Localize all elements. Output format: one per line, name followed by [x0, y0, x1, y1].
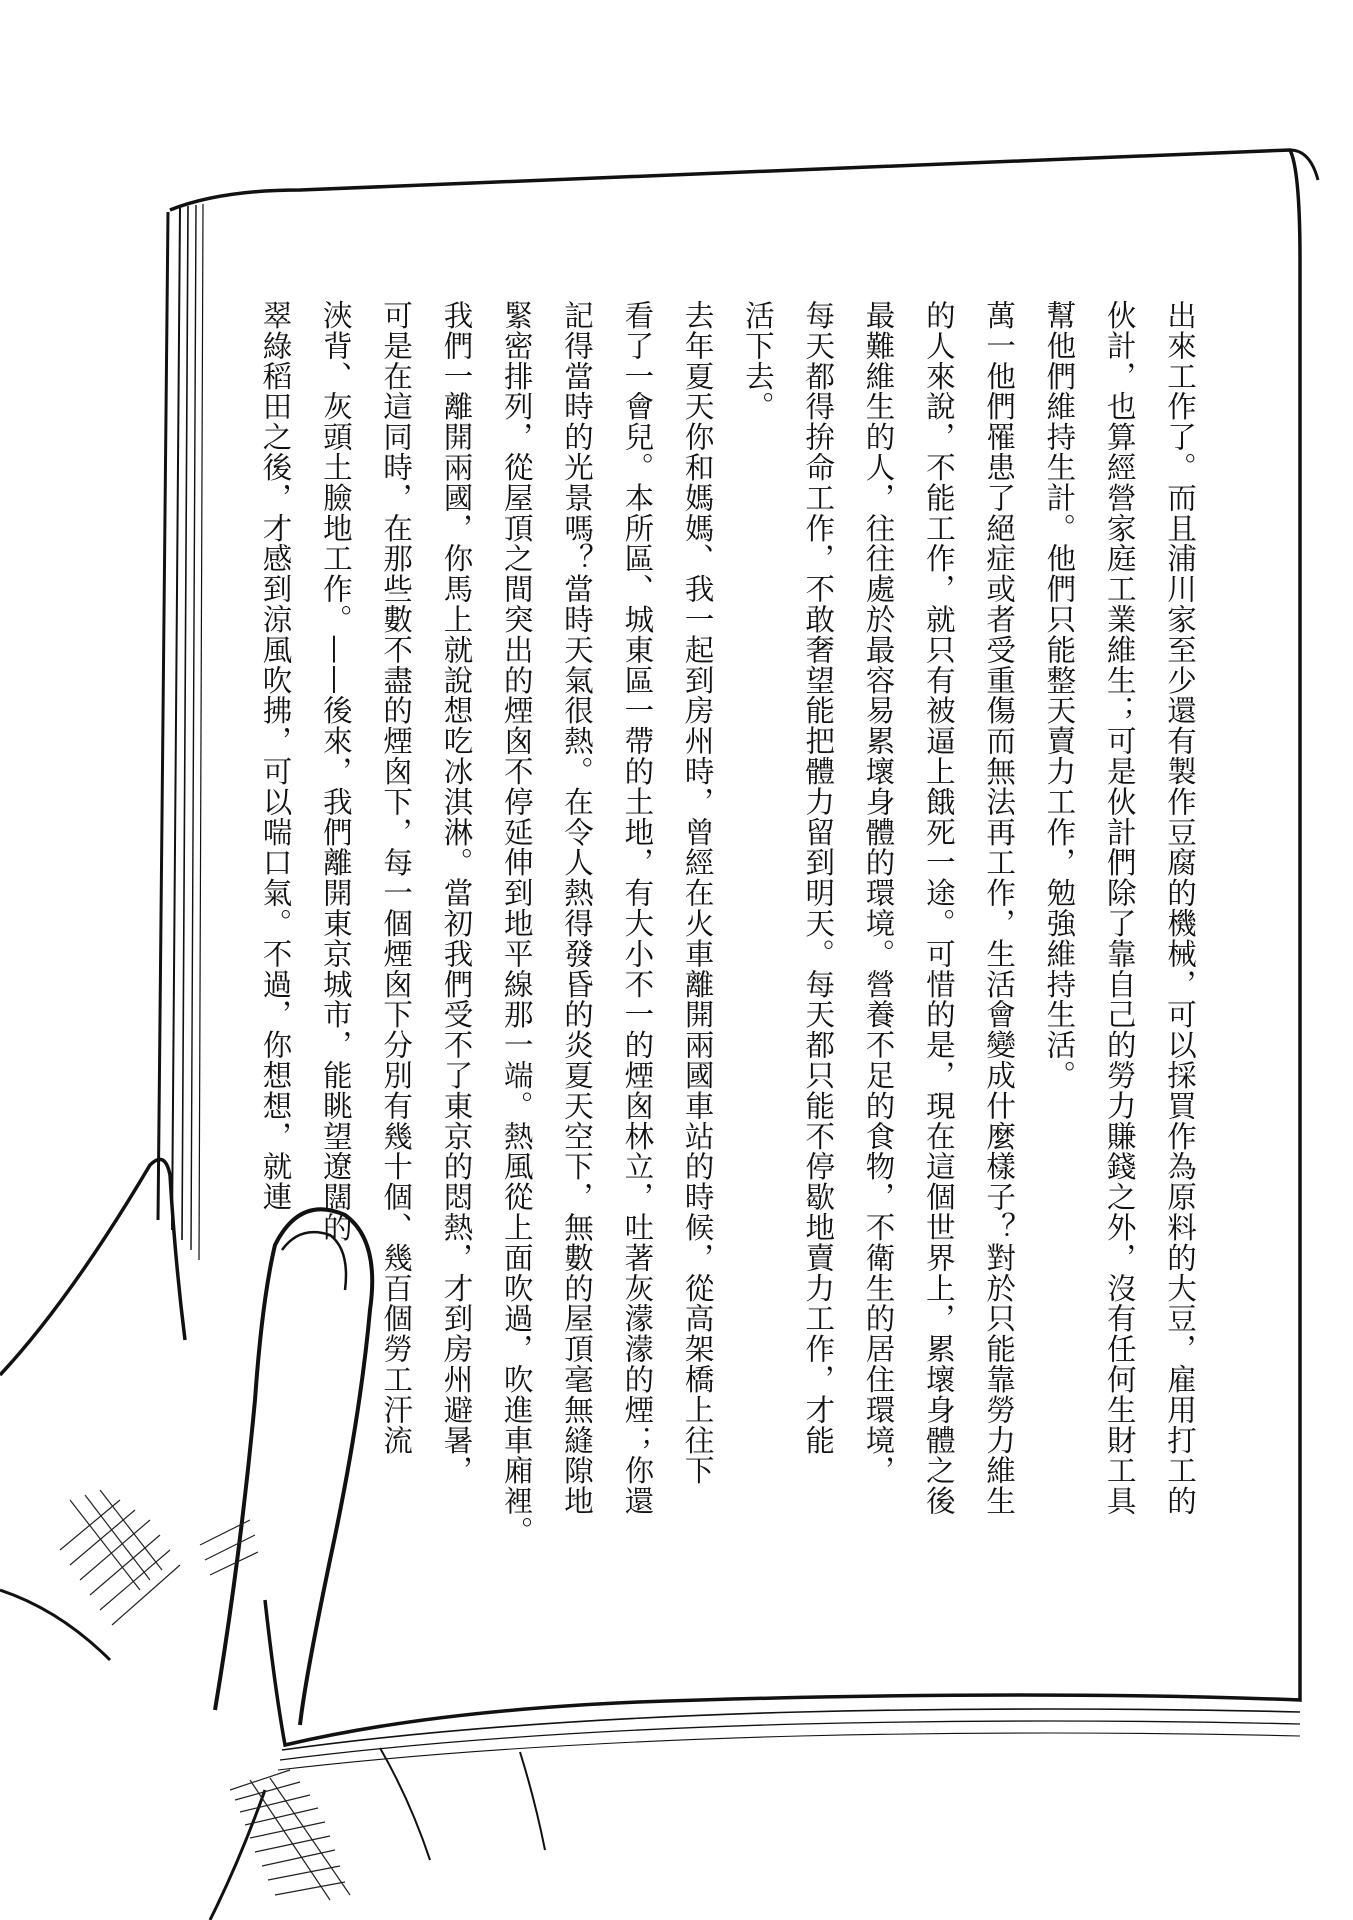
paragraph-1: 出來工作了。而且浦川家至少還有製作豆腐的機械，可以採買作為原料的大豆，雇用打工的 伙計，也算經營家庭工業維生；可是伙計們除了靠自己的勞力賺錢之外，沒有任何生財工具 幫他們維持生計。他們只能整天賣力工作，勉強維持生活。 [1042, 300, 1197, 1516]
finger-edge-under-book-2 [520, 1752, 545, 1850]
book-page-edge-2 [172, 208, 180, 1230]
book-bottom-edge-3 [278, 1733, 1300, 1770]
hand-wrist-lower [0, 1590, 110, 1660]
hand-wrist-bottom [210, 1790, 265, 1920]
paragraph-3: 去年夏天你和媽媽、我一起到房州時，曾經在火車離開兩國車站的時候，從高架橋上往下 看了一會兒。本所區、城東區一帶的土地，有大小不一的煙囪林立，吐著灰濛濛的煙；你還 記得當時的光景嗎？當時天氣很熱。在令人熱得發昏的炎夏天空下，無數的屋頂毫無縫隙地 緊密排列，從屋頂之間突出的煙囪不停延伸到地平線那一端。熱風從上面吹過，吹進車廂裡。 我們一離開兩國，你馬上就說想吃冰淇淋。當初我們受不了東京的悶熱，才到房州避暑， 可是在這同時，在那些數不盡的煙囪下，每一個煙囪下分別有幾十個、幾百個勞工汗流 浹背、灰頭土臉地工作。——後來，我們離開東京城市，能眺望遼闊的 翠綠稻田之後，才感到涼風吹拂，可以喘口氣。不過，你想想，就連 [258, 300, 715, 1547]
book-bottom-edge-2 [280, 1721, 1300, 1760]
paragraph-2: 萬一他們罹患了絕症或者受重傷而無法再工作，生活會變成什麼樣子？對於只能靠勞力維生 的人來說，不能工作，就只有被逼上餓死一途。可惜的是，現在這個世界上，累壞身體之後 最難維生的人，往往處於最容易累壞身體的環境。營養不足的食物，不衛生的居住環境， 每天都得拚命工作，不敢奢望能把體力留到明天。每天都只能不停歇地賣力工作，才能 活下去。 [740, 300, 1017, 1516]
book-page-edge-3 [182, 206, 188, 1240]
finger-edge-under-book [380, 1748, 430, 1860]
book-page-text [258, 300, 1210, 1630]
book-page-edge-5 [199, 204, 203, 1260]
book-page-edge-1 [158, 212, 168, 1220]
book-page-edge-4 [191, 205, 196, 1250]
